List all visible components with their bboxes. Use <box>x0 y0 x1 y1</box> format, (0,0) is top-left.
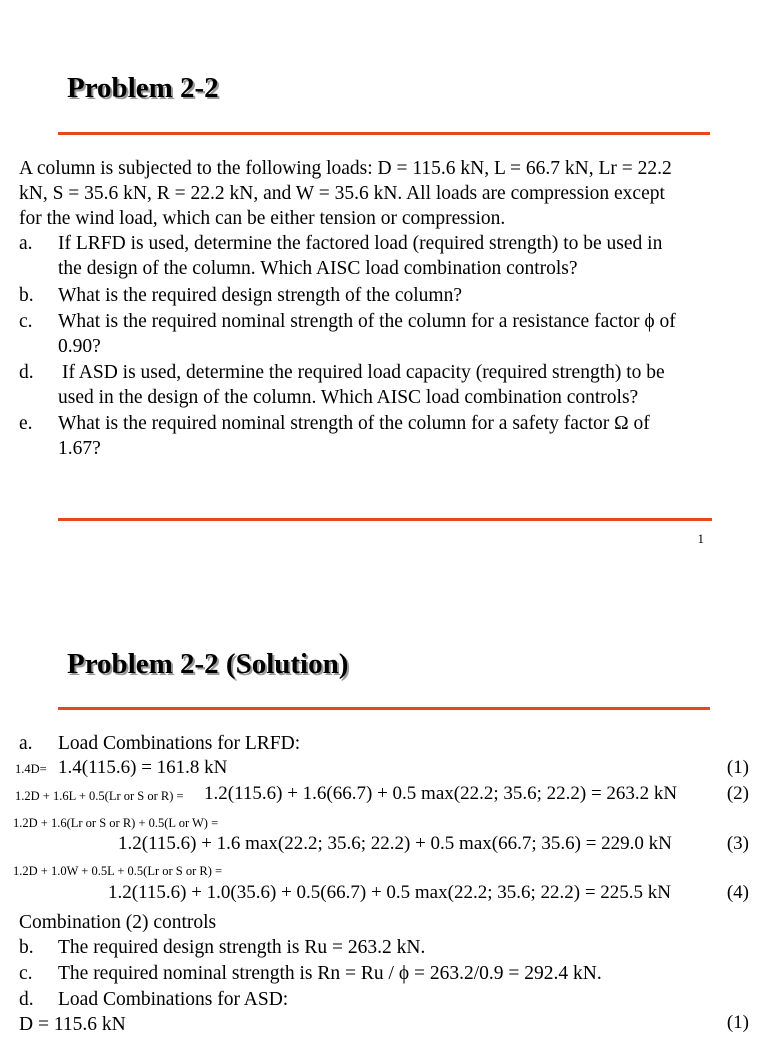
sol-a-text: Load Combinations for LRFD: <box>58 733 301 754</box>
item-d-line-2: used in the design of the column. Which AISC load combination controls? <box>58 387 639 408</box>
title-underline-2 <box>58 707 710 710</box>
sol-d-text: Load Combinations for ASD: <box>58 989 289 1010</box>
page-number: 1 <box>697 531 704 546</box>
intro-line-3: for the wind load, which can be either tension or compression. <box>19 208 506 229</box>
item-e-label: e. <box>19 413 33 434</box>
sol-d-label: d. <box>19 989 34 1010</box>
item-e-line-1: What is the required nominal strength of the column for a safety factor Ω of <box>58 413 650 434</box>
intro-line-1: A column is subjected to the following loads: D = 115.6 kN, L = 66.7 kN, Lr = 22.2 <box>19 158 672 179</box>
slide2-title: Problem 2-2 (Solution) <box>67 648 349 680</box>
eq3-number: (3) <box>726 833 749 854</box>
eq1-lhs: 1.4D= <box>15 762 47 776</box>
item-c-line-1: What is the required nominal strength of the column for a resistance factor ϕ of <box>58 311 676 332</box>
item-d-line-1: If ASD is used, determine the required load capacity (required strength) to be <box>62 362 665 383</box>
title-underline <box>58 132 710 135</box>
eq4-number: (4) <box>726 882 749 903</box>
eq3-rhs: 1.2(115.6) + 1.6 max(22.2; 35.6; 22.2) + 0.5 max(66.7; 35.6) = 229.0 kN <box>118 833 672 854</box>
sol-b-label: b. <box>19 937 34 958</box>
item-c-line-2: 0.90? <box>58 336 101 357</box>
eq2-number: (2) <box>726 783 749 804</box>
item-e-line-2: 1.67? <box>58 438 101 459</box>
footer-rule <box>58 518 712 521</box>
sol-a-label: a. <box>19 733 33 754</box>
asd-eq1-partial: D = 115.6 kN <box>19 1014 126 1035</box>
controls-text: Combination (2) controls <box>19 912 217 933</box>
intro-line-2: kN, S = 35.6 kN, R = 22.2 kN, and W = 35.6 kN. All loads are compression except <box>19 183 665 204</box>
eq2-rhs: 1.2(115.6) + 1.6(66.7) + 0.5 max(22.2; 35.6; 22.2) = 263.2 kN <box>204 783 678 804</box>
item-b-label: b. <box>19 285 34 306</box>
eq1-number: (1) <box>726 757 749 778</box>
asd-eq1-number: (1) <box>726 1012 749 1033</box>
sol-c-text: The required nominal strength is Rn = Ru / ϕ = 263.2/0.9 = 292.4 kN. <box>58 963 602 984</box>
sol-b-text: The required design strength is Ru = 263.2 kN. <box>58 937 426 958</box>
item-a-line-1: If LRFD is used, determine the factored load (required strength) to be used in <box>58 233 663 254</box>
eq1-rhs: 1.4(115.6) = 161.8 kN <box>58 757 228 778</box>
sol-c-label: c. <box>19 963 33 984</box>
item-a-line-2: the design of the column. Which AISC load combination controls? <box>58 258 578 279</box>
item-c-label: c. <box>19 311 33 332</box>
item-b-line-1: What is the required design strength of the column? <box>58 285 462 306</box>
eq4-rhs: 1.2(115.6) + 1.0(35.6) + 0.5(66.7) + 0.5 max(22.2; 35.6; 22.2) = 225.5 kN <box>108 882 672 903</box>
eq3-lhs: 1.2D + 1.6(Lr or S or R) + 0.5(L or W) = <box>13 816 219 830</box>
item-d-label: d. <box>19 362 34 383</box>
slide1-title: Problem 2-2 <box>67 72 219 104</box>
eq4-lhs: 1.2D + 1.0W + 0.5L + 0.5(Lr or S or R) = <box>13 864 223 878</box>
eq2-lhs: 1.2D + 1.6L + 0.5(Lr or S or R) = <box>15 789 184 803</box>
item-a-label: a. <box>19 233 33 254</box>
